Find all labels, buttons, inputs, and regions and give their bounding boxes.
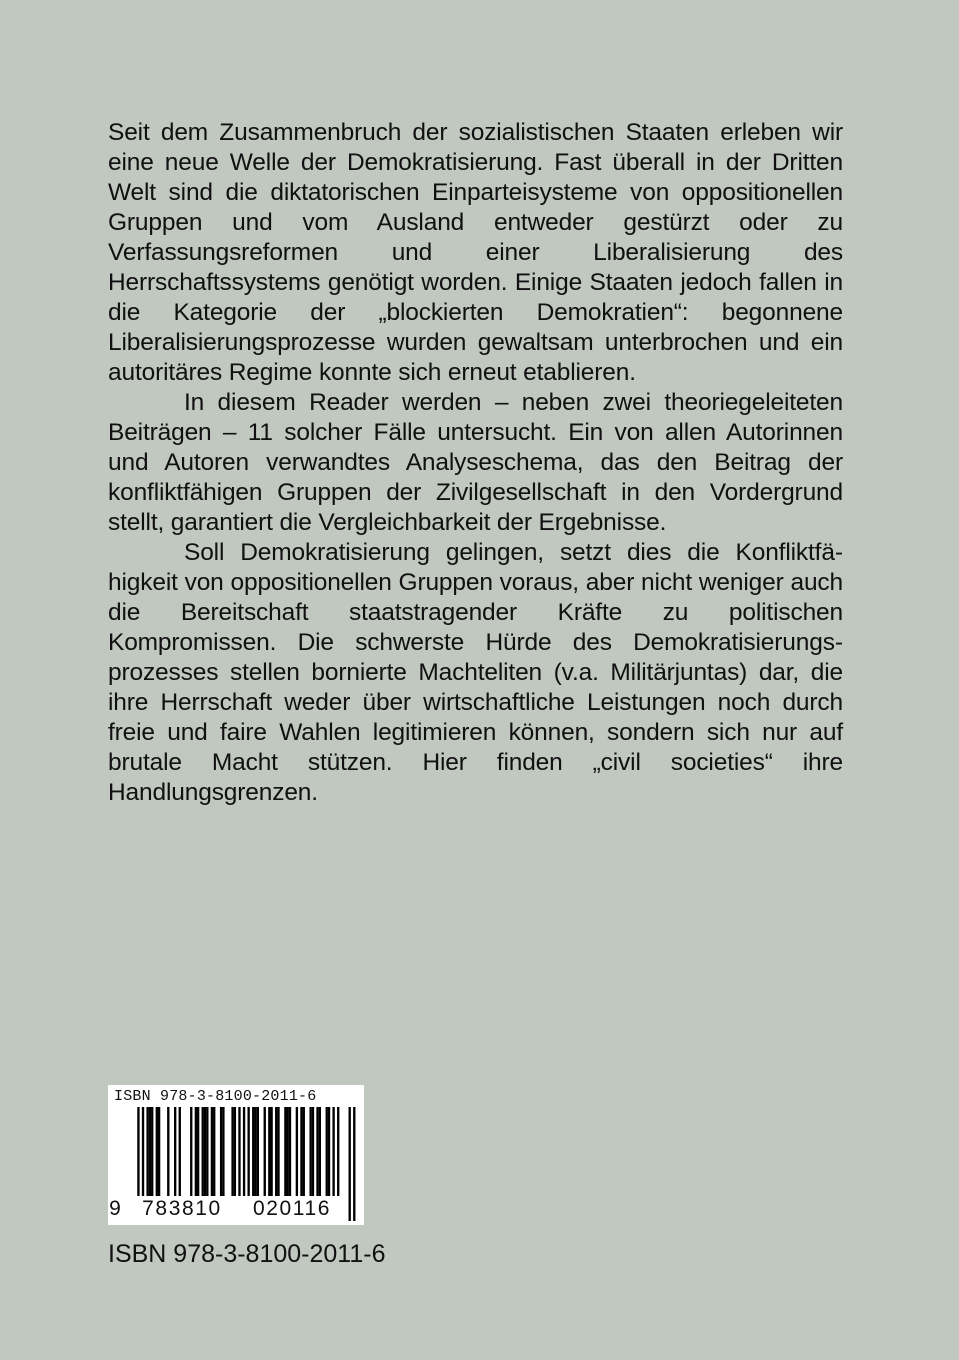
barcode-bar <box>328 1107 330 1196</box>
barcode-bar <box>300 1107 302 1196</box>
barcode-isbn-label: ISBN 978-3-8100-2011-6 <box>114 1088 317 1105</box>
barcode-bar <box>287 1107 289 1196</box>
barcode-bar <box>149 1107 151 1196</box>
barcode-bar <box>270 1107 272 1196</box>
barcode-bar <box>275 1107 277 1196</box>
barcode-guard-bar <box>349 1107 351 1221</box>
barcode-guard-bar <box>353 1107 355 1221</box>
barcode-bar <box>206 1107 208 1196</box>
barcode-bar <box>309 1107 311 1196</box>
barcode-bar <box>257 1107 259 1196</box>
barcode-bar <box>220 1107 222 1196</box>
barcode-bar <box>238 1107 240 1196</box>
isbn-text: ISBN 978-3-8100-2011-6 <box>108 1240 386 1268</box>
barcode-digits-right: 020116 <box>240 1196 344 1222</box>
barcode-digits-left: 783810 <box>130 1196 234 1222</box>
barcode-bar <box>231 1107 233 1196</box>
barcode-bar <box>252 1107 254 1196</box>
isbn-barcode <box>108 1085 364 1225</box>
barcode-bar <box>151 1107 153 1196</box>
blurb-paragraph-1: Seit dem Zusammenbruch der sozialistischen Staaten erleben wir eine neue Welle der Demokratisierung. Fast überall in der Dritten Welt sind die diktatorischen Einparteisysteme von oppositionellen Gruppen und vom Ausland entweder gestürzt oder zu Verfassungsreformen und einer Liberalisierung des Herrschaftssystems genötigt worden. Einige Staaten jedoch fallen in die Kategorie der „blockierten Demokratien“: begonnene Liberalisierungsprozesse wurden gewaltsam unterbrochen und ein autoritäres Regime konnte sich erneut etablieren. <box>108 119 843 386</box>
barcode-bar <box>146 1107 148 1196</box>
barcode-bar <box>326 1107 328 1196</box>
barcode-bar <box>296 1107 298 1196</box>
barcode-bar <box>213 1107 215 1196</box>
barcode-bar <box>174 1107 176 1196</box>
barcode-bar <box>222 1107 224 1196</box>
barcode-bar <box>332 1107 334 1196</box>
barcode-bar <box>179 1107 181 1196</box>
barcode-bar <box>197 1107 199 1196</box>
barcode-bar <box>204 1107 206 1196</box>
barcode-bar <box>254 1107 256 1196</box>
barcode-bar <box>284 1107 286 1196</box>
barcode-bar <box>303 1107 305 1196</box>
barcode-bar <box>268 1107 270 1196</box>
barcode-digit-first: 9 <box>109 1197 121 1220</box>
barcode-bar <box>156 1107 158 1196</box>
barcode-bar <box>211 1107 213 1196</box>
barcode-bar <box>316 1107 318 1196</box>
barcode-bar <box>312 1107 314 1196</box>
barcode-bar <box>234 1107 236 1196</box>
barcode-bar <box>264 1107 266 1196</box>
barcode-bar <box>190 1107 192 1196</box>
blurb-paragraph-3: Soll Demokratisierung gelingen, setzt dies die Konfliktfähigkeit von oppositionellen Gruppen voraus, aber nicht weniger auch die Bereitschaft staatstragender Kräfte zu politischen Kompromissen. Die schwerste Hürde des Demokratisierungsprozesses stellen bornierte Machteliten (v.a. Militärjuntas) dar, die ihre Herrschaft weder über wirtschaftliche Leistungen noch durch freie und faire Wahlen legitimieren können, sondern sich nur auf brutale Macht stützen. Hier finden „civil societies“ ihre Handlungsgrenzen. <box>108 539 843 806</box>
barcode-bar <box>202 1107 204 1196</box>
barcode-bar <box>289 1107 291 1196</box>
barcode-bar <box>167 1107 169 1196</box>
blurb-paragraph-2: In diesem Reader werden – neben zwei theoriegeleiteten Beiträgen – 11 solcher Fälle untersucht. Ein von allen Autorinnen und Autoren verwandtes Analyseschema, das den Beitrag der konfliktfähigen Gruppen der Zivilgesellschaft in den Vordergrund stellt, garantiert die Vergleichbarkeit der Ergebnisse. <box>108 389 843 536</box>
barcode-bar <box>337 1107 339 1196</box>
barcode-bar <box>277 1107 279 1196</box>
barcode-bar <box>158 1107 160 1196</box>
barcode-bar <box>195 1107 197 1196</box>
barcode-bar <box>319 1107 321 1196</box>
back-cover-blurb <box>108 118 843 808</box>
